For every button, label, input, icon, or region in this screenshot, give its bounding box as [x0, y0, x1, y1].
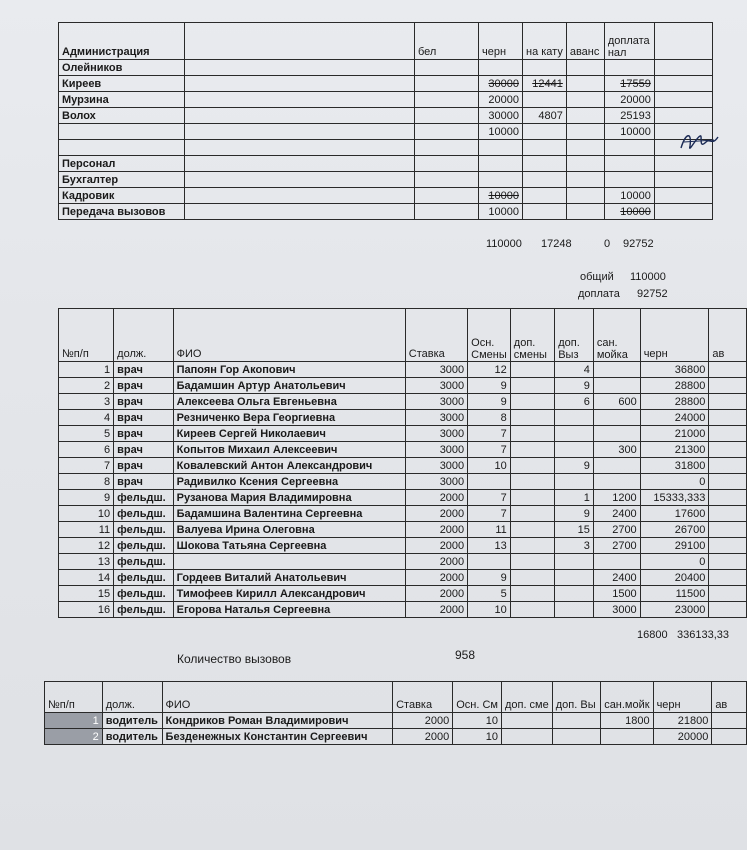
admin-total-doplata: 92752 — [623, 238, 654, 250]
summary-total-label: общий — [580, 271, 614, 283]
calls-label: Количество вызовов — [177, 652, 292, 666]
staff-table-row: 4 врач Резниченко Вера Георгиевна 3000 8 24000 — [59, 410, 747, 426]
admin-table — [58, 22, 713, 220]
staff-table-row: 8 врач Радивилко Ксения Сергеевна 3000 0 — [59, 474, 747, 490]
staff-label-row — [59, 156, 713, 172]
admin-row: Олейников — [59, 60, 713, 76]
staff-table-row: 7 врач Ковалевский Антон Александрович 3000 10 9 31800 — [59, 458, 747, 474]
staff-table-row: 14 фельдш. Гордеев Виталий Анатольевич 2000 9 2400 20400 — [59, 570, 747, 586]
staff-total-san: 16800 — [637, 629, 668, 641]
col-avans: аванс — [566, 23, 604, 60]
admin-row: 10000 10000 — [59, 124, 713, 140]
staff-row: Кадровик 10000 10000 — [59, 188, 713, 204]
summary-total-value: 110000 — [630, 271, 666, 283]
staff-table-row: 1 врач Папоян Гор Акопович 3000 12 4 36800 — [59, 362, 747, 378]
staff-table-header: №п/п долж. ФИО Ставка Осн. Смены доп. смены доп. Выз сан. мойка черн ав — [59, 309, 747, 362]
admin-section-label: Администрация — [59, 23, 185, 60]
drivers-table-header: №п/п долж. ФИО Ставка Осн. См доп. сме доп. Вы сан.мойк черн ав — [45, 682, 747, 713]
summary-doplata-value: 92752 — [637, 288, 668, 300]
calls-value: 958 — [455, 648, 476, 662]
summary-doplata-label: доплата — [578, 288, 620, 300]
admin-header-row — [59, 23, 713, 60]
col-chern: черн — [479, 23, 523, 60]
staff-total-chern: 336133,33 — [677, 629, 729, 641]
drivers-table-row: 2 водитель Безденежных Константин Сергеевич 2000 10 20000 — [45, 729, 747, 745]
staff-table-row: 9 фельдш. Рузанова Мария Владимировна 2000 7 1 1200 15333,333 — [59, 490, 747, 506]
staff-table-row: 15 фельдш. Тимофеев Кирилл Александрович 2000 5 1500 11500 — [59, 586, 747, 602]
staff-row: Передача вызовов 10000 10000 — [59, 204, 713, 220]
col-na-katu: на кату — [523, 23, 567, 60]
staff-section-label: Персонал — [59, 156, 185, 172]
admin-total-na-katu: 17248 — [541, 238, 572, 250]
col-bel: бел — [415, 23, 479, 60]
admin-row: Киреев 30000 12441 17559 — [59, 76, 713, 92]
admin-row: Мурзина 20000 20000 — [59, 92, 713, 108]
admin-total-avans: 0 — [604, 238, 611, 250]
staff-table — [58, 308, 747, 618]
admin-row: Волох 30000 4807 25193 — [59, 108, 713, 124]
staff-table-row: 5 врач Киреев Сергей Николаевич 3000 7 21000 — [59, 426, 747, 442]
staff-table-row: 13 фельдш. 2000 0 — [59, 554, 747, 570]
staff-table-row: 11 фельдш. Валуева Ирина Олеговна 2000 11 15 2700 26700 — [59, 522, 747, 538]
staff-table-row: 6 врач Копытов Михаил Алексеевич 3000 7 300 21300 — [59, 442, 747, 458]
col-doplata: доплата нал — [604, 23, 654, 60]
staff-table-row: 12 фельдш. Шокова Татьяна Сергеевна 2000 13 3 2700 29100 — [59, 538, 747, 554]
admin-spacer-row — [59, 140, 713, 156]
signature-mark — [678, 128, 722, 156]
staff-table-row: 16 фельдш. Егорова Наталья Сергеевна 2000 10 3000 23000 — [59, 602, 747, 618]
admin-total-chern: 110000 — [486, 238, 522, 250]
drivers-table — [44, 681, 747, 745]
staff-table-row: 10 фельдш. Бадамшина Валентина Сергеевна 2000 7 9 2400 17600 — [59, 506, 747, 522]
staff-table-row: 2 врач Бадамшин Артур Анатольевич 3000 9 9 28800 — [59, 378, 747, 394]
staff-table-row: 3 врач Алексеева Ольга Евгеньевна 3000 9 6 600 28800 — [59, 394, 747, 410]
drivers-table-row: 1 водитель Кондриков Роман Владимирович 2000 10 1800 21800 — [45, 713, 747, 729]
staff-row: Бухгалтер — [59, 172, 713, 188]
